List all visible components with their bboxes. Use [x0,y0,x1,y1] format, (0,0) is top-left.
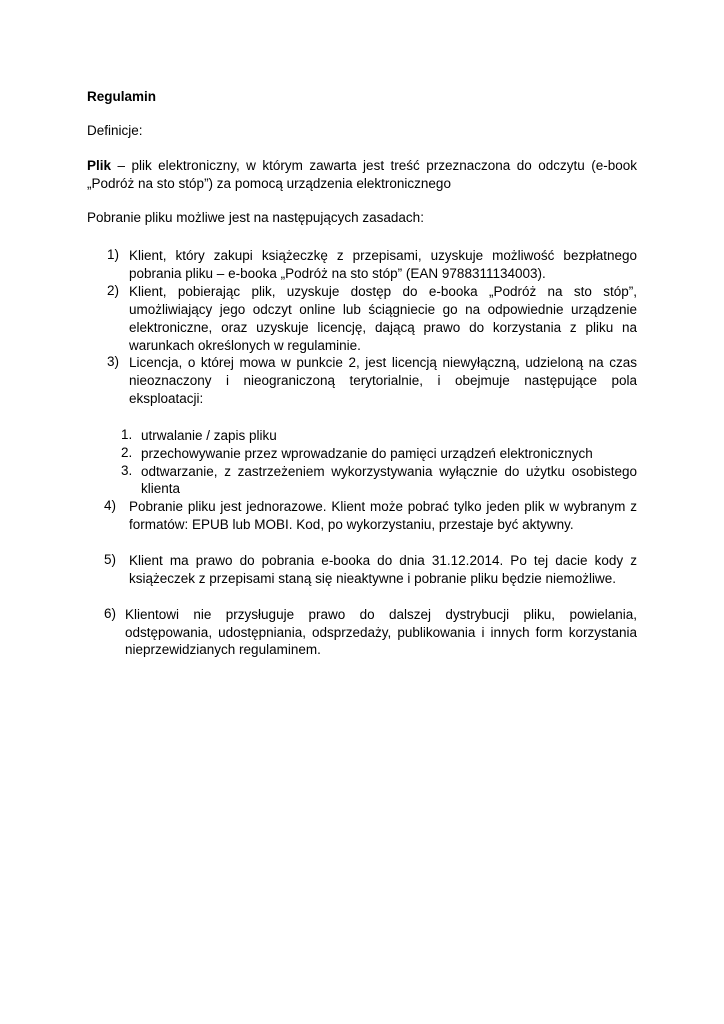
rule-line: eksploatacji: [129,391,204,406]
field-number: 3. [121,463,133,478]
rule-number: 2) [107,283,120,298]
field-number: 1. [121,427,133,442]
rule-number: 5) [104,552,117,567]
rule-line: nieprzewidzianych regulaminem. [125,642,321,657]
field-line: odtwarzanie, z zastrzeżeniem wykorzystywania wyłącznie do użytku osobistego [141,464,637,479]
definitions-heading: Definicje: [87,123,143,138]
rule-line: formatów: EPUB lub MOBI. Kod, po wykorzystaniu, przestaje być aktywny. [129,517,574,532]
rule-line: elektroniczne, oraz uzyskuje licencję, dającą prawo do korzystania z pliku na [129,320,637,335]
definition-line-2: „Podróż na sto stóp”) za pomocą urządzenia elektronicznego [87,176,451,191]
definition-text: – plik elektroniczny, w którym zawarta jest treść przeznaczona do odczytu (e-book [117,158,637,173]
rule-line: nieoznaczony i nieograniczoną terytorialnie, i obejmuje następujące pola [129,373,637,388]
definition-line-1 [87,157,637,174]
rule-line: Klient ma prawo do pobrania e-booka do dnia 31.12.2014. Po tej dacie kody z [129,553,637,568]
rule-line: pobrania pliku – e-booka „Podróż na sto stóp” (EAN 9788311134003). [129,266,546,281]
rule-number: 1) [107,247,120,262]
rule-line: Licencja, o której mowa w punkcie 2, jest licencją niewyłączną, udzieloną na czas [129,355,637,370]
field-line: przechowywanie przez wprowadzanie do pamięci urządzeń elektronicznych [141,446,593,461]
field-line: utrwalanie / zapis pliku [141,428,277,443]
rule-line: warunkach określonych w regulaminie. [129,338,361,353]
rule-line: Klient, pobierając plik, uzyskuje dostęp do e-booka „Podróż na sto stóp”, [129,284,637,299]
document-title: Regulamin [87,89,157,104]
field-number: 2. [121,445,133,460]
rule-number: 3) [107,354,120,369]
field-line: klienta [141,481,181,496]
rule-line: Klientowi nie przysługuje prawo do dalszej dystrybucji pliku, powielania, [125,607,637,622]
rule-number: 6) [104,606,117,621]
rule-line: Pobranie pliku jest jednorazowe. Klient może pobrać tylko jeden plik w wybranym z [129,499,637,514]
rule-number: 4) [104,498,117,513]
rule-line: książeczek z przepisami staną się nieaktywne i pobranie pliku będzie niemożliwe. [129,571,616,586]
rule-line: umożliwiający jego odczyt online lub ściągniecie go na odpowiednie urządzenie [129,302,637,317]
rule-line: Klient, który zakupi książeczkę z przepisami, uzyskuje możliwość bezpłatnego [129,248,637,263]
rule-line: odstępowania, udostępniania, odsprzedaży, publikowania i innych form korzystania [125,625,637,640]
rules-intro: Pobranie pliku możliwe jest na następujących zasadach: [87,210,424,225]
definition-term: Plik [87,158,112,173]
